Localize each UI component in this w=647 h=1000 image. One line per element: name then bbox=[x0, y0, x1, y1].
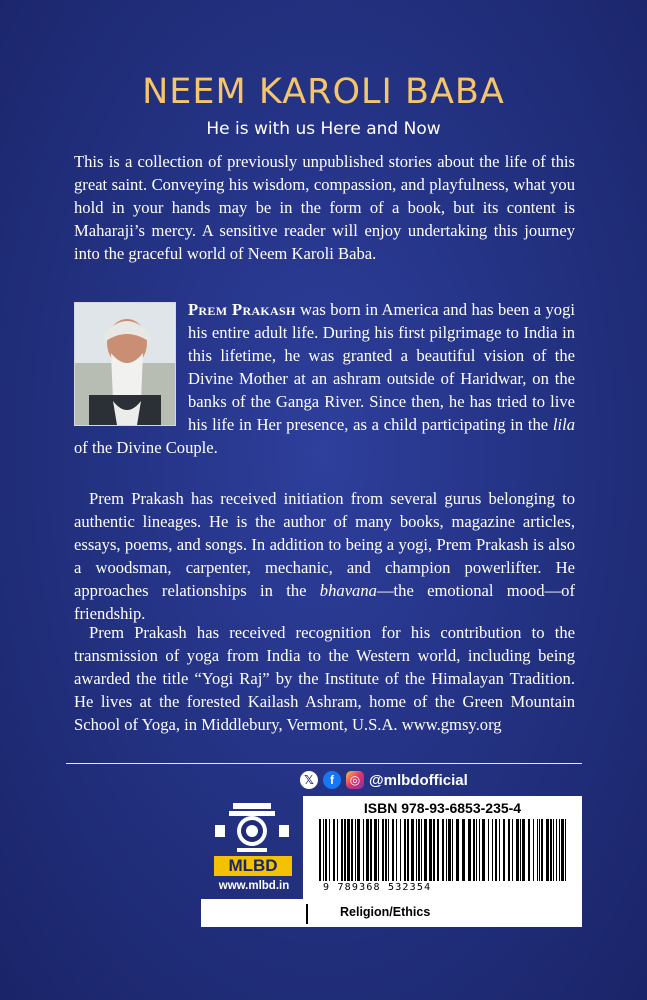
social-handle: @mlbdofficial bbox=[369, 771, 468, 789]
publisher-website: www.mlbd.in bbox=[218, 880, 290, 892]
divider-line bbox=[66, 763, 582, 764]
recognition-paragraph: Prem Prakash has received recognition for his contribution to the transmission of yoga from India to the Western world, including being awarded the title “Yogi Raj” by the Institute of the Himalayan Tradition. He lives at the forested Kailash Ashram, home of the Green Mountain School of Yoga, in Middlebury, Vermont, U.S.A. www.gmsy.org bbox=[74, 623, 575, 734]
credentials-paragraph bbox=[74, 487, 575, 625]
para2-italic-bhavana: bhavana bbox=[319, 581, 377, 600]
instagram-icon: ◎ bbox=[346, 771, 364, 789]
book-title: NEEM KAROLI BABA bbox=[142, 72, 505, 112]
isbn-number: ISBN 978-93-6853-235-4 bbox=[363, 800, 522, 816]
author-bio-paragraph bbox=[74, 298, 575, 459]
category-divider bbox=[306, 904, 308, 924]
bio-italic-lila: lila bbox=[552, 415, 575, 434]
category-label-box bbox=[201, 899, 582, 927]
facebook-icon: f bbox=[323, 771, 341, 789]
social-handles bbox=[300, 771, 468, 789]
intro-paragraph: This is a collection of previously unpublished stories about the life of this great saint. Conveying his wisdom, compassion, and playfulness, what you hold in your hands may be in the form of a book, but its content is Maharaji’s mercy. A sensitive reader will enjoy undertaking this journey into the graceful world of Neem Karoli Baba. bbox=[74, 152, 575, 263]
category-label: Religion/Ethics bbox=[340, 905, 431, 919]
barcode-digits: 9 789368 532354 bbox=[323, 882, 432, 893]
para2-text-1: Prem Prakash has received initiation from several gurus belonging to authentic lineages. He is the author of many books, magazine articles, essays, poems, and songs. In addition to being a yogi, Prem Prakash is also a woodsman, carpenter, mechanic, and champion powerlifter. He approaches relationships in the bbox=[74, 489, 575, 600]
author-photo bbox=[74, 302, 176, 426]
x-icon: 𝕏 bbox=[300, 771, 318, 789]
mlbd-logo-text: MLBD bbox=[214, 856, 292, 876]
barcode-bars bbox=[309, 819, 577, 881]
para2-text-2: —the emotional mood—of friendship. bbox=[74, 581, 575, 623]
isbn-barcode bbox=[303, 796, 582, 899]
bio-text-2: of the Divine Couple. bbox=[74, 438, 218, 457]
author-name: Prem Prakash bbox=[188, 300, 296, 319]
book-subtitle: He is with us Here and Now bbox=[206, 119, 441, 139]
bio-text-1: was born in America and has been a yogi his entire adult life. During his first pilgrimage to India in this lifetime, he was granted a beautiful vision of the Divine Mother at an ashram outside of Haridwar, on the banks of the Ganga River. Since then, he has tried to live his life in Her presence, as a child participating in the bbox=[188, 300, 575, 434]
